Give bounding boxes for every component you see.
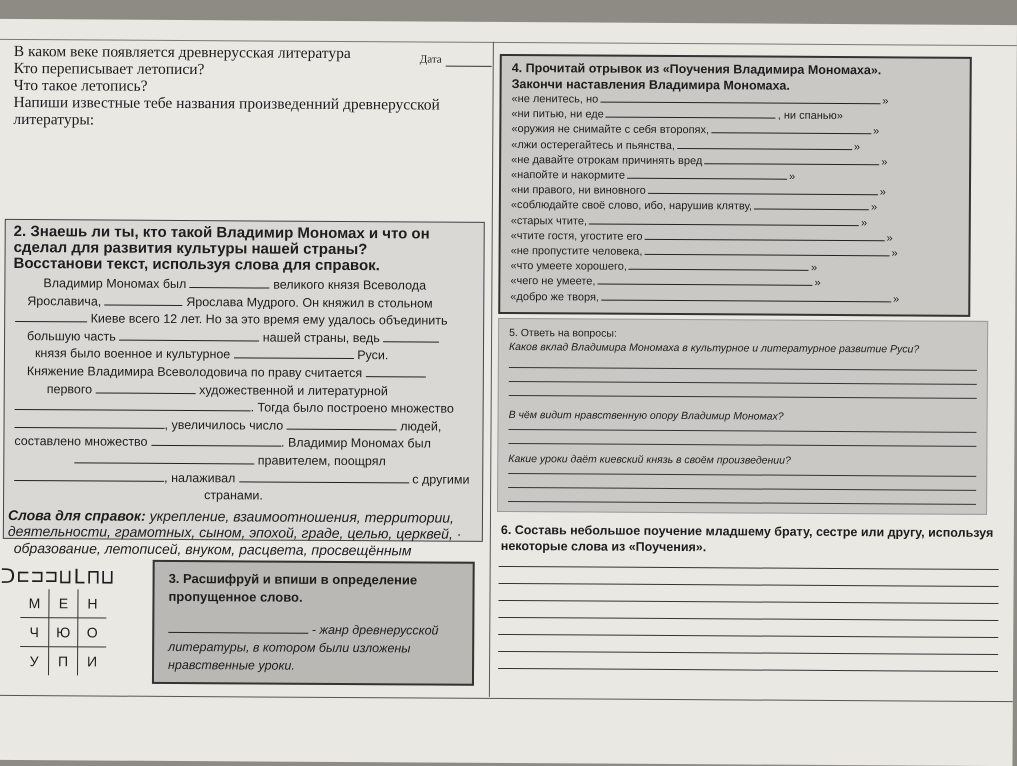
maxim-blank[interactable] [644, 238, 884, 241]
q1-century: В каком веке появляется древнерусская литература [13, 42, 351, 63]
maxims-list [510, 92, 959, 308]
maxim-line: «не ленитесь, но » [511, 93, 889, 108]
section-2-text: Владимир Мономах был великого князя Всеволода Ярославича, Ярослава Мудрого. Он княжил в стольном Киеве всего 12 лет. Но за это время ему удалось объединить большую часть нашей страны, ведь князя было военное и культурное Руси. Княжение Владимира Всеволодовича по праву считается первого художественной и литературной . Тогда было построено множество , увеличилось число людей, составлено множество . Владимир Мономах был правителем, поощрял , налаживал с другими странами. [14, 276, 470, 503]
maxim-line: «чтите гостя, угостите его » [510, 229, 893, 245]
blank[interactable] [190, 286, 270, 288]
bottom-border [0, 695, 1013, 702]
maxim-line: «старых чтите, » [510, 214, 868, 229]
maxim-line: «ни питью, ни еде , ни спанью» [511, 108, 843, 123]
q5-heading: 5. Ответь на вопросы: [509, 327, 617, 340]
maxim-line: «не давайте отрокам причинять вред » [511, 153, 888, 169]
q5-question-2: В чём видит нравственную опору Владимир Мономах? [508, 409, 784, 423]
blank[interactable] [366, 375, 426, 377]
grid-cell: Е [49, 589, 78, 618]
grid-cell: Н [78, 589, 107, 618]
section-6: 6. Составь небольшое поучение младшему брату, сестре или другу, используя некоторые слова из «Поучения». [498, 518, 1005, 691]
maxim-line: «оружия не снимайте с себя второпях, » [511, 123, 880, 138]
blank[interactable] [96, 391, 196, 394]
maxim-blank[interactable] [589, 222, 859, 226]
maxim-blank[interactable] [629, 268, 809, 271]
maxim-line: «добро же творя, » [510, 290, 900, 306]
grid-cell: О [78, 618, 107, 647]
maxim-blank[interactable] [627, 177, 787, 180]
section-4: 4. Прочитай отрывок из «Поучения Владимира Мономаха». Закончи наставления Владимира Мономаха. «не ленитесь, но » «ни питью, ни еде , ни спанью» «оружия не снимайте с себя второпях, » «лжи остерегайтесь и пьянства, » «не давайте отрокам причинять вред » «напойте и накормите » «ни правого, ни виновного » «соблюдайте своё слово, ибо, нарушив клятву, » «старых чтите, » «чтите гостя, угостите его » «не пропустите человека, » «что умеете хорошего, » «чего не умеете, » «добро же творя, » [498, 54, 972, 317]
section-3: 3. Расшифруй и впиши в определение пропущенное слово. - жанр древнерусской литературы, в котором были изложены нравственные уроки. [152, 560, 475, 686]
answer-blank[interactable] [168, 631, 308, 634]
blank[interactable] [151, 444, 281, 447]
maxim-line: «ни правого, ни виновного » [510, 184, 886, 199]
maxim-blank[interactable] [711, 132, 871, 135]
date-label: Дата [419, 53, 442, 66]
blank[interactable] [15, 426, 165, 429]
blank[interactable] [74, 461, 254, 464]
maxim-blank[interactable] [754, 208, 869, 211]
blank[interactable] [119, 338, 259, 341]
blank[interactable] [14, 479, 164, 482]
grid-cell: И [78, 647, 107, 676]
maxim-blank[interactable] [606, 116, 776, 119]
grid-cell: Ю [49, 618, 78, 647]
section-5 [497, 318, 988, 515]
cipher-grid [20, 589, 107, 676]
maxim-line: «что умеете хорошего, » [510, 260, 818, 275]
blank[interactable] [15, 320, 87, 322]
blank[interactable] [15, 408, 251, 411]
maxim-blank[interactable] [597, 283, 812, 286]
section-1 [13, 43, 484, 131]
section-2-heading: 2. Знаешь ли ты, кто такой Владимир Мономах и что он сделал для развития культуры нашей страны? Восстанови текст, используя слова для справок. [13, 222, 430, 275]
q5-question-3: Какие уроки даёт киевский князь в своём произведении? [508, 453, 791, 467]
q1-chronicle-def: Что такое летопись? [13, 76, 148, 95]
blank[interactable] [383, 340, 439, 342]
grid-cell: П [49, 647, 78, 676]
q1-works-cont: литературы: [13, 110, 95, 129]
q1-chronicles: Кто переписывает летописи? [13, 59, 205, 79]
grid-cell: У [20, 647, 49, 676]
word-bank: Слова для справок: укрепление, взаимоотношения, территории, деятельности, грамотных, сыном, эпохой, граде, целью, церквей, · образование, летописей, внуком, расцвета, просвещённым [7, 506, 462, 559]
q5-question-1: Каков вклад Владимира Мономаха в культурное и литературное развитие Руси? [508, 341, 920, 356]
maxim-blank[interactable] [704, 162, 879, 165]
maxim-line: «напойте и накормите » [511, 169, 796, 183]
maxim-line: «не пропустите человека, » [510, 245, 898, 260]
grid-cell: Ч [20, 618, 49, 647]
blank[interactable] [234, 357, 354, 360]
maxim-line: «соблюдайте своё слово, ибо, нарушив клятву, » [510, 199, 878, 214]
grid-cell: М [20, 589, 49, 618]
blank[interactable] [239, 480, 409, 483]
blank[interactable] [287, 427, 397, 430]
cipher-code: ᑐ⊏⊐⊐⊔L⊓⊔ [0, 563, 116, 589]
maxim-line: «лжи остерегайтесь и пьянства, » [511, 138, 861, 153]
maxim-blank[interactable] [648, 192, 878, 195]
maxim-blank[interactable] [677, 147, 852, 150]
section-2 [3, 219, 485, 559]
worksheet-page [0, 19, 1017, 766]
center-divider [489, 42, 494, 697]
maxim-line: «чего не умеете, » [510, 275, 821, 290]
maxim-blank[interactable] [600, 101, 880, 105]
maxim-blank[interactable] [644, 253, 889, 256]
blank[interactable] [105, 303, 183, 305]
q1-works: Напиши известные тебе названия произведенний древнерусской [13, 93, 440, 114]
maxim-blank[interactable] [601, 298, 891, 302]
